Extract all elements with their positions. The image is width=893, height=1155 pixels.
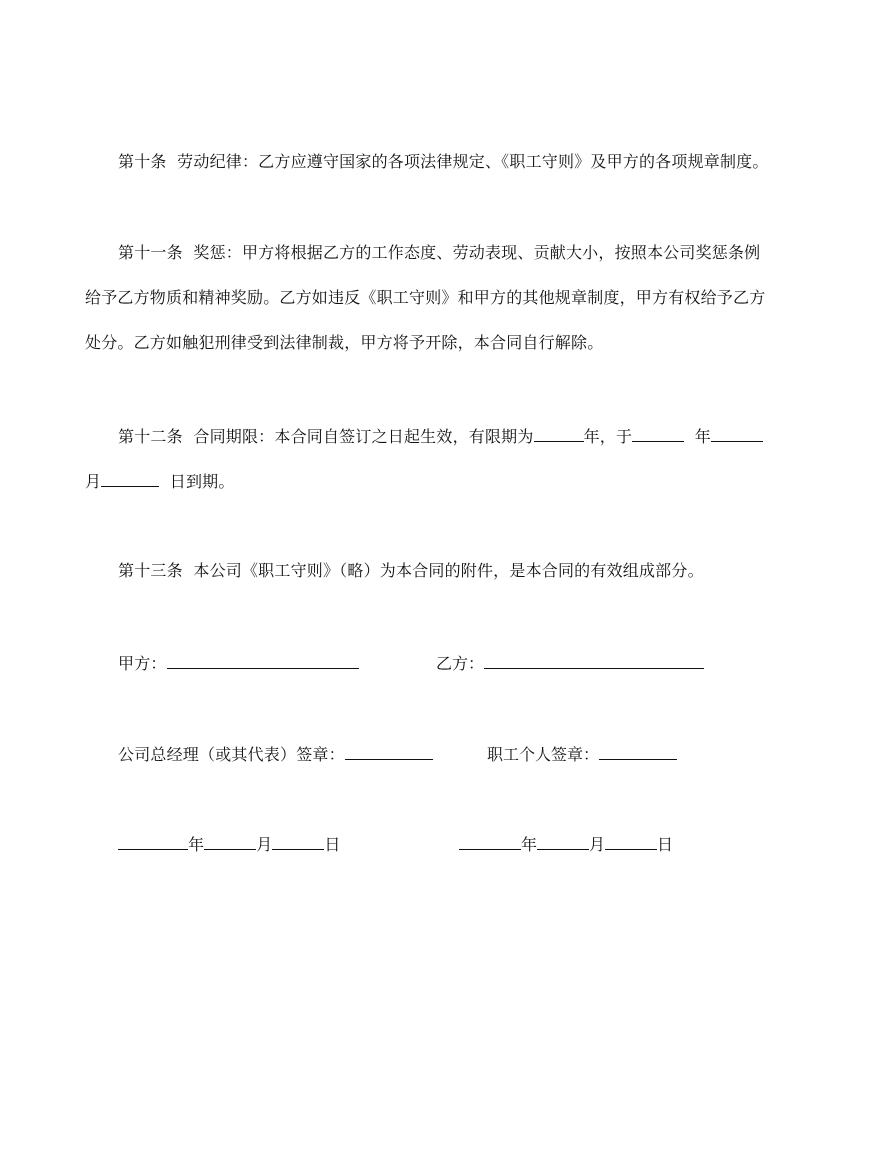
party-b-row xyxy=(436,652,704,674)
party-a-date-row xyxy=(118,833,341,855)
expire-month-blank[interactable] xyxy=(711,425,763,442)
article-12-prefix: 第十二条 合同期限：本合同自签订之日起生效，有限期为 xyxy=(118,427,534,446)
party-a-date-year-field[interactable] xyxy=(118,833,188,850)
gm-sign-label: 公司总经理（或其代表）签章： xyxy=(118,745,345,764)
party-a-date-month-field[interactable] xyxy=(204,833,256,850)
term-years-blank[interactable] xyxy=(534,425,584,442)
party-b-date-row xyxy=(459,833,673,855)
party-b-date-month-label: 月 xyxy=(589,835,606,854)
employee-sign-label: 职工个人签章： xyxy=(487,745,600,764)
article-12-line-2 xyxy=(85,470,235,492)
article-11-line-3: 处分。乙方如触犯刑律受到法律制裁，甲方将予开除，本合同自行解除。 xyxy=(85,333,604,352)
employee-sign-row xyxy=(487,743,677,765)
party-b-date-day-label: 日 xyxy=(657,835,674,854)
article-12-year-label: 年 xyxy=(694,427,711,446)
gm-sign-field[interactable] xyxy=(345,743,433,760)
article-12-month-label: 月 xyxy=(85,472,102,491)
article-12-year-unit: 年，于 xyxy=(583,427,633,446)
party-a-date-year-label: 年 xyxy=(188,835,205,854)
gm-sign-row xyxy=(118,743,433,765)
party-b-date-year-field[interactable] xyxy=(459,833,521,850)
party-b-date-year-label: 年 xyxy=(521,835,538,854)
article-13: 第十三条 本公司《职工守则》（略）为本合同的附件，是本合同的有效组成部分。 xyxy=(118,561,704,580)
party-a-date-month-label: 月 xyxy=(256,835,273,854)
party-b-field[interactable] xyxy=(484,652,704,669)
article-12-day-label: 日到期。 xyxy=(169,472,235,491)
party-a-date-day-label: 日 xyxy=(324,835,341,854)
expire-day-blank[interactable] xyxy=(101,470,159,487)
article-10: 第十条 劳动纪律：乙方应遵守国家的各项法律规定、《职工守则》及甲方的各项规章制度。 xyxy=(118,152,769,171)
article-11-line-2: 给予乙方物质和精神奖励。乙方如违反《职工守则》和甲方的其他规章制度，甲方有权给予乙方 xyxy=(85,288,766,307)
party-a-row xyxy=(118,652,359,674)
party-a-field[interactable] xyxy=(167,652,359,669)
party-b-date-month-field[interactable] xyxy=(537,833,589,850)
party-b-label: 乙方： xyxy=(436,654,485,673)
article-12-line-1 xyxy=(118,425,763,447)
party-a-date-day-field[interactable] xyxy=(272,833,324,850)
party-a-label: 甲方： xyxy=(118,654,167,673)
expire-year-blank[interactable] xyxy=(632,425,684,442)
party-b-date-day-field[interactable] xyxy=(605,833,657,850)
employee-sign-field[interactable] xyxy=(599,743,677,760)
article-11-line-1: 第十一条 奖惩：甲方将根据乙方的工作态度、劳动表现、贡献大小，按照本公司奖惩条例 xyxy=(118,243,761,262)
